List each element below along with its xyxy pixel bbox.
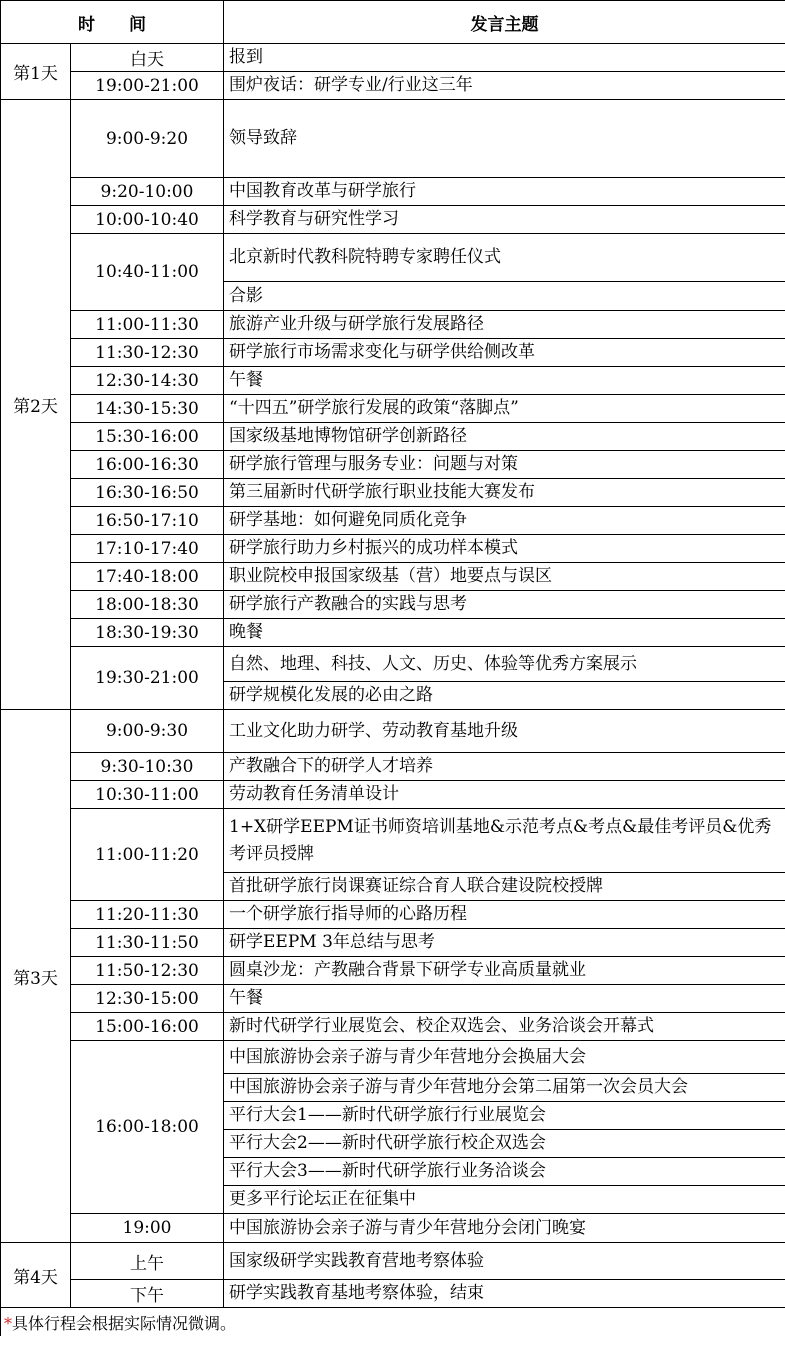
topic-cell: 工业文化助力研学、劳动教育基地升级 bbox=[224, 710, 785, 753]
schedule-row bbox=[1, 479, 785, 507]
topic-cell: 晚餐 bbox=[224, 619, 785, 647]
footnote bbox=[1, 1308, 785, 1337]
topic-cell: 国家级研学实践教育营地考察体验 bbox=[224, 1243, 785, 1280]
topic-cell: 研学实践教育基地考察体验，结束 bbox=[224, 1280, 785, 1308]
schedule-row bbox=[1, 72, 785, 100]
time-cell: 12:30-14:30 bbox=[71, 367, 224, 395]
schedule-row bbox=[1, 100, 785, 178]
topic-cell: 研学旅行管理与服务专业：问题与对策 bbox=[224, 451, 785, 479]
topic-cell: 职业院校申报国家级基（营）地要点与误区 bbox=[224, 563, 785, 591]
time-cell: 19:00-21:00 bbox=[71, 72, 224, 100]
schedule-row bbox=[1, 563, 785, 591]
topic-cell: 中国旅游协会亲子游与青少年营地分会第二届第一次会员大会 bbox=[224, 1074, 785, 1102]
schedule-row bbox=[1, 753, 785, 781]
schedule-row bbox=[1, 1280, 785, 1308]
schedule-row bbox=[1, 395, 785, 423]
time-cell: 18:30-19:30 bbox=[71, 619, 224, 647]
topic-cell: 围炉夜话：研学专业/行业这三年 bbox=[224, 72, 785, 100]
time-cell: 10:00-10:40 bbox=[71, 206, 224, 234]
topic-cell: 领导致辞 bbox=[224, 100, 785, 178]
time-cell: 16:00-18:00 bbox=[71, 1041, 224, 1214]
day-cell: 第4天 bbox=[1, 1243, 71, 1308]
schedule-row bbox=[1, 619, 785, 647]
schedule-row bbox=[1, 591, 785, 619]
schedule-row bbox=[1, 423, 785, 451]
time-cell: 9:20-10:00 bbox=[71, 178, 224, 206]
time-cell: 11:30-11:50 bbox=[71, 929, 224, 957]
schedule-row bbox=[1, 1013, 785, 1041]
time-cell: 15:00-16:00 bbox=[71, 1013, 224, 1041]
topic-cell: 研学EEPM 3年总结与思考 bbox=[224, 929, 785, 957]
schedule-row bbox=[1, 929, 785, 957]
topic-cell: 劳动教育任务清单设计 bbox=[224, 781, 785, 809]
time-cell: 下午 bbox=[71, 1280, 224, 1308]
day-cell: 第2天 bbox=[1, 100, 71, 710]
header-row bbox=[1, 1, 785, 44]
time-cell: 16:50-17:10 bbox=[71, 507, 224, 535]
time-cell: 11:50-12:30 bbox=[71, 957, 224, 985]
topic-cell: 科学教育与研究性学习 bbox=[224, 206, 785, 234]
footnote-text: 具体行程会根据实际情况微调。 bbox=[12, 1313, 237, 1333]
schedule-body bbox=[1, 44, 785, 1308]
schedule-row bbox=[1, 206, 785, 234]
topic-cell: 1+X研学EEPM证书师资培训基地&示范考点&考点&最佳考评员&优秀考评员授牌 bbox=[224, 809, 785, 873]
topic-cell: 午餐 bbox=[224, 985, 785, 1013]
time-cell: 11:20-11:30 bbox=[71, 901, 224, 929]
topic-cell: 自然、地理、科技、人文、历史、体验等优秀方案展示 bbox=[224, 647, 785, 682]
topic-cell: 旅游产业升级与研学旅行发展路径 bbox=[224, 311, 785, 339]
topic-cell: 平行大会3——新时代研学旅行业务洽谈会 bbox=[224, 1158, 785, 1186]
header-time: 时 间 bbox=[1, 1, 224, 44]
schedule-row bbox=[1, 44, 785, 72]
schedule-row bbox=[1, 781, 785, 809]
schedule-row bbox=[1, 507, 785, 535]
footnote-star: * bbox=[4, 1313, 12, 1333]
topic-cell: 中国旅游协会亲子游与青少年营地分会闭门晚宴 bbox=[224, 1214, 785, 1243]
topic-cell: 研学规模化发展的必由之路 bbox=[224, 682, 785, 710]
time-cell: 上午 bbox=[71, 1243, 224, 1280]
topic-cell: 研学旅行助力乡村振兴的成功样本模式 bbox=[224, 535, 785, 563]
topic-cell: 一个研学旅行指导师的心路历程 bbox=[224, 901, 785, 929]
schedule-row bbox=[1, 311, 785, 339]
time-cell: 18:00-18:30 bbox=[71, 591, 224, 619]
schedule-row bbox=[1, 809, 785, 873]
time-cell: 9:00-9:20 bbox=[71, 100, 224, 178]
time-cell: 17:10-17:40 bbox=[71, 535, 224, 563]
schedule-row bbox=[1, 710, 785, 753]
topic-cell: 圆桌沙龙：产教融合背景下研学专业高质量就业 bbox=[224, 957, 785, 985]
topic-cell: 首批研学旅行岗课赛证综合育人联合建设院校授牌 bbox=[224, 873, 785, 901]
time-cell: 9:30-10:30 bbox=[71, 753, 224, 781]
topic-cell: 国家级基地博物馆研学创新路径 bbox=[224, 423, 785, 451]
topic-cell: 合影 bbox=[224, 282, 785, 311]
schedule-row bbox=[1, 647, 785, 682]
topic-cell: 研学旅行市场需求变化与研学供给侧改革 bbox=[224, 339, 785, 367]
time-cell: 9:00-9:30 bbox=[71, 710, 224, 753]
topic-cell: “十四五”研学旅行发展的政策“落脚点” bbox=[224, 395, 785, 423]
schedule-row bbox=[1, 1041, 785, 1074]
topic-cell: 中国教育改革与研学旅行 bbox=[224, 178, 785, 206]
schedule-row bbox=[1, 985, 785, 1013]
time-cell: 11:00-11:20 bbox=[71, 809, 224, 901]
topic-cell: 更多平行论坛正在征集中 bbox=[224, 1186, 785, 1214]
time-cell: 11:00-11:30 bbox=[71, 311, 224, 339]
time-cell: 15:30-16:00 bbox=[71, 423, 224, 451]
day-cell: 第3天 bbox=[1, 710, 71, 1243]
time-cell: 11:30-12:30 bbox=[71, 339, 224, 367]
topic-cell: 午餐 bbox=[224, 367, 785, 395]
time-cell: 12:30-15:00 bbox=[71, 985, 224, 1013]
footnote-row bbox=[1, 1308, 785, 1337]
schedule-row bbox=[1, 1243, 785, 1280]
schedule-row bbox=[1, 451, 785, 479]
schedule-row bbox=[1, 1214, 785, 1243]
topic-cell: 研学旅行产教融合的实践与思考 bbox=[224, 591, 785, 619]
time-cell: 10:30-11:00 bbox=[71, 781, 224, 809]
time-cell: 10:40-11:00 bbox=[71, 234, 224, 311]
schedule-row bbox=[1, 234, 785, 282]
topic-cell: 研学基地：如何避免同质化竞争 bbox=[224, 507, 785, 535]
schedule-row bbox=[1, 178, 785, 206]
topic-cell: 平行大会1——新时代研学旅行行业展览会 bbox=[224, 1102, 785, 1130]
schedule-row bbox=[1, 339, 785, 367]
day-cell: 第1天 bbox=[1, 44, 71, 100]
time-cell: 19:00 bbox=[71, 1214, 224, 1243]
topic-cell: 平行大会2——新时代研学旅行校企双选会 bbox=[224, 1130, 785, 1158]
schedule-row bbox=[1, 957, 785, 985]
header-topic: 发言主题 bbox=[224, 1, 785, 44]
time-cell: 16:00-16:30 bbox=[71, 451, 224, 479]
time-cell: 16:30-16:50 bbox=[71, 479, 224, 507]
topic-cell: 新时代研学行业展览会、校企双选会、业务洽谈会开幕式 bbox=[224, 1013, 785, 1041]
topic-cell: 报到 bbox=[224, 44, 785, 72]
time-cell: 白天 bbox=[71, 44, 224, 72]
topic-cell: 产教融合下的研学人才培养 bbox=[224, 753, 785, 781]
schedule-row bbox=[1, 901, 785, 929]
topic-cell: 第三届新时代研学旅行职业技能大赛发布 bbox=[224, 479, 785, 507]
topic-cell: 中国旅游协会亲子游与青少年营地分会换届大会 bbox=[224, 1041, 785, 1074]
topic-cell: 北京新时代教科院特聘专家聘任仪式 bbox=[224, 234, 785, 282]
time-cell: 17:40-18:00 bbox=[71, 563, 224, 591]
time-cell: 19:30-21:00 bbox=[71, 647, 224, 710]
schedule-row bbox=[1, 367, 785, 395]
schedule-row bbox=[1, 535, 785, 563]
time-cell: 14:30-15:30 bbox=[71, 395, 224, 423]
